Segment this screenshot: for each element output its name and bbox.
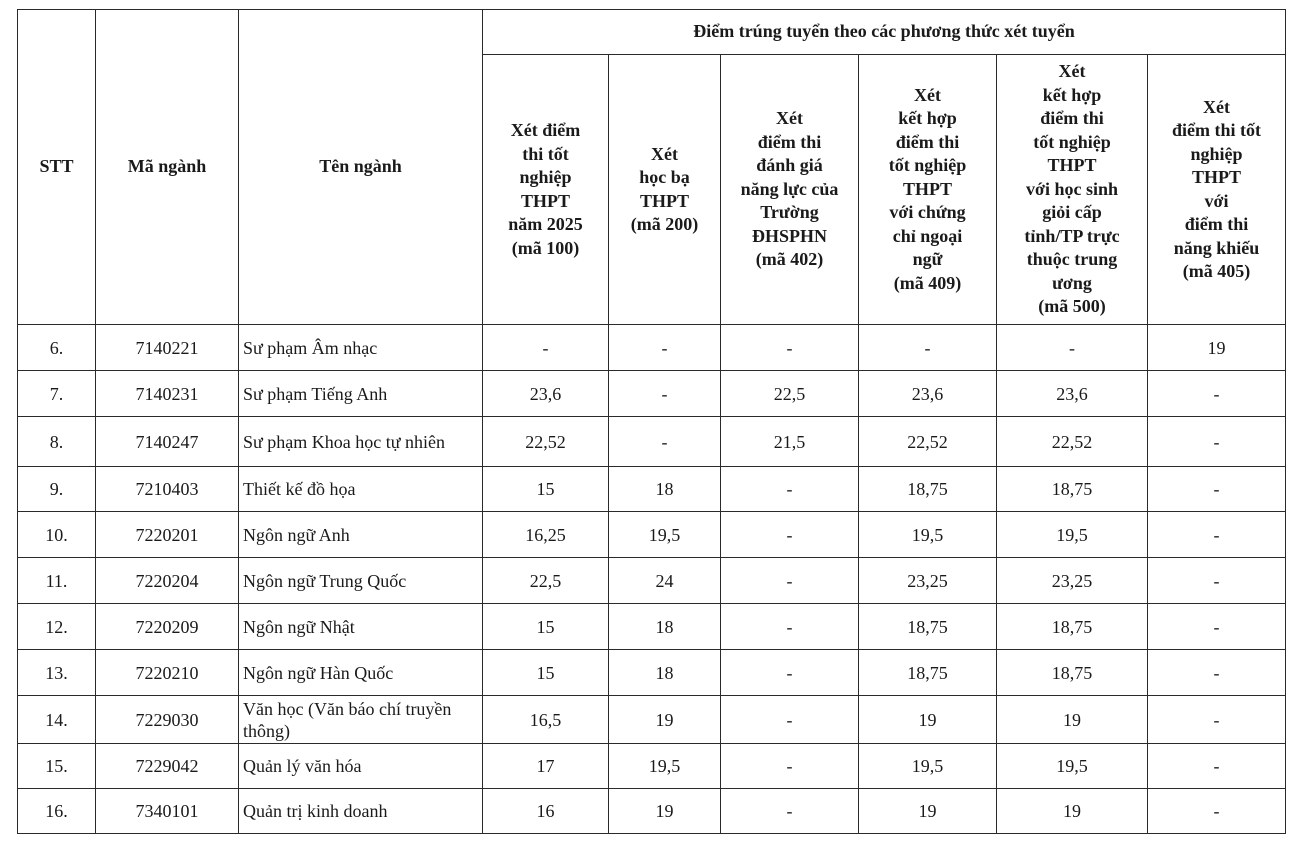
- table-row: [18, 789, 1286, 834]
- score-method-200-cell: 18: [609, 467, 721, 512]
- score-method-402-cell: -: [721, 744, 859, 789]
- table-row: [18, 744, 1286, 789]
- score-method-402-cell: -: [721, 789, 859, 834]
- score-method-409-cell: 19: [859, 696, 997, 744]
- score-method-405-cell: -: [1148, 744, 1286, 789]
- score-method-500-cell: 19: [997, 789, 1148, 834]
- score-method-405-cell: 19: [1148, 325, 1286, 371]
- score-method-100-cell: -: [483, 325, 609, 371]
- table-header: [18, 10, 1286, 325]
- major-code-cell: 7220210: [96, 650, 239, 696]
- table-row: [18, 696, 1286, 744]
- table-row: [18, 650, 1286, 696]
- score-method-402-cell: 22,5: [721, 371, 859, 417]
- row-stt: 16.: [18, 789, 96, 834]
- score-method-405-cell: -: [1148, 558, 1286, 604]
- score-method-500-cell: 23,25: [997, 558, 1148, 604]
- method-100-header: Xét điểm thi tốt nghiệp THPT năm 2025 (mã 100): [483, 55, 609, 325]
- score-method-100-cell: 16,25: [483, 512, 609, 558]
- method-500-header: Xét kết hợp điểm thi tốt nghiệp THPT với học sinh giỏi cấp tỉnh/TP trực thuộc trung ương (mã 500): [997, 55, 1148, 325]
- score-method-500-cell: 22,52: [997, 417, 1148, 467]
- major-code-cell: 7210403: [96, 467, 239, 512]
- score-method-200-cell: 19: [609, 696, 721, 744]
- score-method-402-cell: 21,5: [721, 417, 859, 467]
- score-method-500-cell: 19,5: [997, 744, 1148, 789]
- score-method-402-cell: -: [721, 325, 859, 371]
- score-method-100-cell: 23,6: [483, 371, 609, 417]
- score-method-405-cell: -: [1148, 650, 1286, 696]
- method-405-header: Xét điểm thi tốt nghiệp THPT với điểm thi năng khiếu (mã 405): [1148, 55, 1286, 325]
- score-method-405-cell: -: [1148, 696, 1286, 744]
- major-code-header: Mã ngành: [96, 10, 239, 325]
- score-method-200-cell: -: [609, 325, 721, 371]
- score-method-409-cell: 18,75: [859, 650, 997, 696]
- score-method-200-cell: 18: [609, 650, 721, 696]
- score-method-200-cell: -: [609, 417, 721, 467]
- major-code-cell: 7229042: [96, 744, 239, 789]
- score-method-500-cell: 23,6: [997, 371, 1148, 417]
- major-name-cell: Sư phạm Tiếng Anh: [239, 371, 483, 417]
- major-name-cell: Ngôn ngữ Hàn Quốc: [239, 650, 483, 696]
- score-method-409-cell: 19,5: [859, 512, 997, 558]
- table-row: [18, 417, 1286, 467]
- score-method-405-cell: -: [1148, 417, 1286, 467]
- score-method-409-cell: 23,6: [859, 371, 997, 417]
- major-code-cell: 7140221: [96, 325, 239, 371]
- score-method-100-cell: 16,5: [483, 696, 609, 744]
- score-method-500-cell: -: [997, 325, 1148, 371]
- score-method-402-cell: -: [721, 558, 859, 604]
- table-row: [18, 558, 1286, 604]
- major-code-cell: 7140231: [96, 371, 239, 417]
- score-method-405-cell: -: [1148, 467, 1286, 512]
- row-stt: 15.: [18, 744, 96, 789]
- method-402-header: Xét điểm thi đánh giá năng lực của Trường ĐHSPHN (mã 402): [721, 55, 859, 325]
- major-name-cell: Quản trị kinh doanh: [239, 789, 483, 834]
- score-method-200-cell: -: [609, 371, 721, 417]
- score-method-402-cell: -: [721, 650, 859, 696]
- major-code-cell: 7229030: [96, 696, 239, 744]
- major-name-cell: Sư phạm Khoa học tự nhiên: [239, 417, 483, 467]
- table-row: [18, 467, 1286, 512]
- method-409-header: Xét kết hợp điểm thi tốt nghiệp THPT với chứng chỉ ngoại ngữ (mã 409): [859, 55, 997, 325]
- score-method-402-cell: -: [721, 604, 859, 650]
- row-stt: 13.: [18, 650, 96, 696]
- major-name-cell: Ngôn ngữ Trung Quốc: [239, 558, 483, 604]
- major-name-cell: Ngôn ngữ Nhật: [239, 604, 483, 650]
- score-method-402-cell: -: [721, 467, 859, 512]
- method-200-header: Xét học bạ THPT (mã 200): [609, 55, 721, 325]
- table-row: [18, 604, 1286, 650]
- major-code-cell: 7220209: [96, 604, 239, 650]
- row-stt: 6.: [18, 325, 96, 371]
- major-code-cell: 7340101: [96, 789, 239, 834]
- major-name-cell: Văn học (Văn báo chí truyền thông): [239, 696, 483, 744]
- row-stt: 14.: [18, 696, 96, 744]
- score-method-405-cell: -: [1148, 512, 1286, 558]
- major-name-cell: Thiết kế đồ họa: [239, 467, 483, 512]
- score-method-409-cell: 19,5: [859, 744, 997, 789]
- score-method-405-cell: -: [1148, 789, 1286, 834]
- score-method-200-cell: 19,5: [609, 744, 721, 789]
- score-method-200-cell: 19: [609, 789, 721, 834]
- score-method-409-cell: 18,75: [859, 467, 997, 512]
- major-code-cell: 7220201: [96, 512, 239, 558]
- stt-header: STT: [18, 10, 96, 325]
- score-method-500-cell: 19,5: [997, 512, 1148, 558]
- major-name-cell: Quản lý văn hóa: [239, 744, 483, 789]
- score-method-409-cell: 18,75: [859, 604, 997, 650]
- score-method-100-cell: 22,5: [483, 558, 609, 604]
- score-method-100-cell: 22,52: [483, 417, 609, 467]
- score-method-500-cell: 18,75: [997, 467, 1148, 512]
- table-body: [18, 325, 1286, 834]
- row-stt: 11.: [18, 558, 96, 604]
- row-stt: 12.: [18, 604, 96, 650]
- table-row: [18, 512, 1286, 558]
- table-row: [18, 371, 1286, 417]
- score-method-405-cell: -: [1148, 604, 1286, 650]
- row-stt: 10.: [18, 512, 96, 558]
- major-name-cell: Ngôn ngữ Anh: [239, 512, 483, 558]
- score-method-100-cell: 15: [483, 604, 609, 650]
- score-method-409-cell: 22,52: [859, 417, 997, 467]
- score-method-100-cell: 16: [483, 789, 609, 834]
- score-method-500-cell: 19: [997, 696, 1148, 744]
- row-stt: 7.: [18, 371, 96, 417]
- score-method-100-cell: 15: [483, 467, 609, 512]
- score-method-100-cell: 17: [483, 744, 609, 789]
- score-method-402-cell: -: [721, 696, 859, 744]
- major-code-cell: 7220204: [96, 558, 239, 604]
- major-name-cell: Sư phạm Âm nhạc: [239, 325, 483, 371]
- major-code-cell: 7140247: [96, 417, 239, 467]
- score-method-500-cell: 18,75: [997, 604, 1148, 650]
- score-method-200-cell: 19,5: [609, 512, 721, 558]
- score-method-100-cell: 15: [483, 650, 609, 696]
- table-row: [18, 325, 1286, 371]
- score-method-409-cell: 23,25: [859, 558, 997, 604]
- row-stt: 9.: [18, 467, 96, 512]
- score-method-405-cell: -: [1148, 371, 1286, 417]
- admission-scores-table: [17, 9, 1286, 834]
- score-method-200-cell: 18: [609, 604, 721, 650]
- score-method-500-cell: 18,75: [997, 650, 1148, 696]
- row-stt: 8.: [18, 417, 96, 467]
- score-method-402-cell: -: [721, 512, 859, 558]
- score-method-200-cell: 24: [609, 558, 721, 604]
- score-method-409-cell: 19: [859, 789, 997, 834]
- major-name-header: Tên ngành: [239, 10, 483, 325]
- admission-methods-group-header: Điểm trúng tuyển theo các phương thức xét tuyển: [483, 10, 1286, 55]
- score-method-409-cell: -: [859, 325, 997, 371]
